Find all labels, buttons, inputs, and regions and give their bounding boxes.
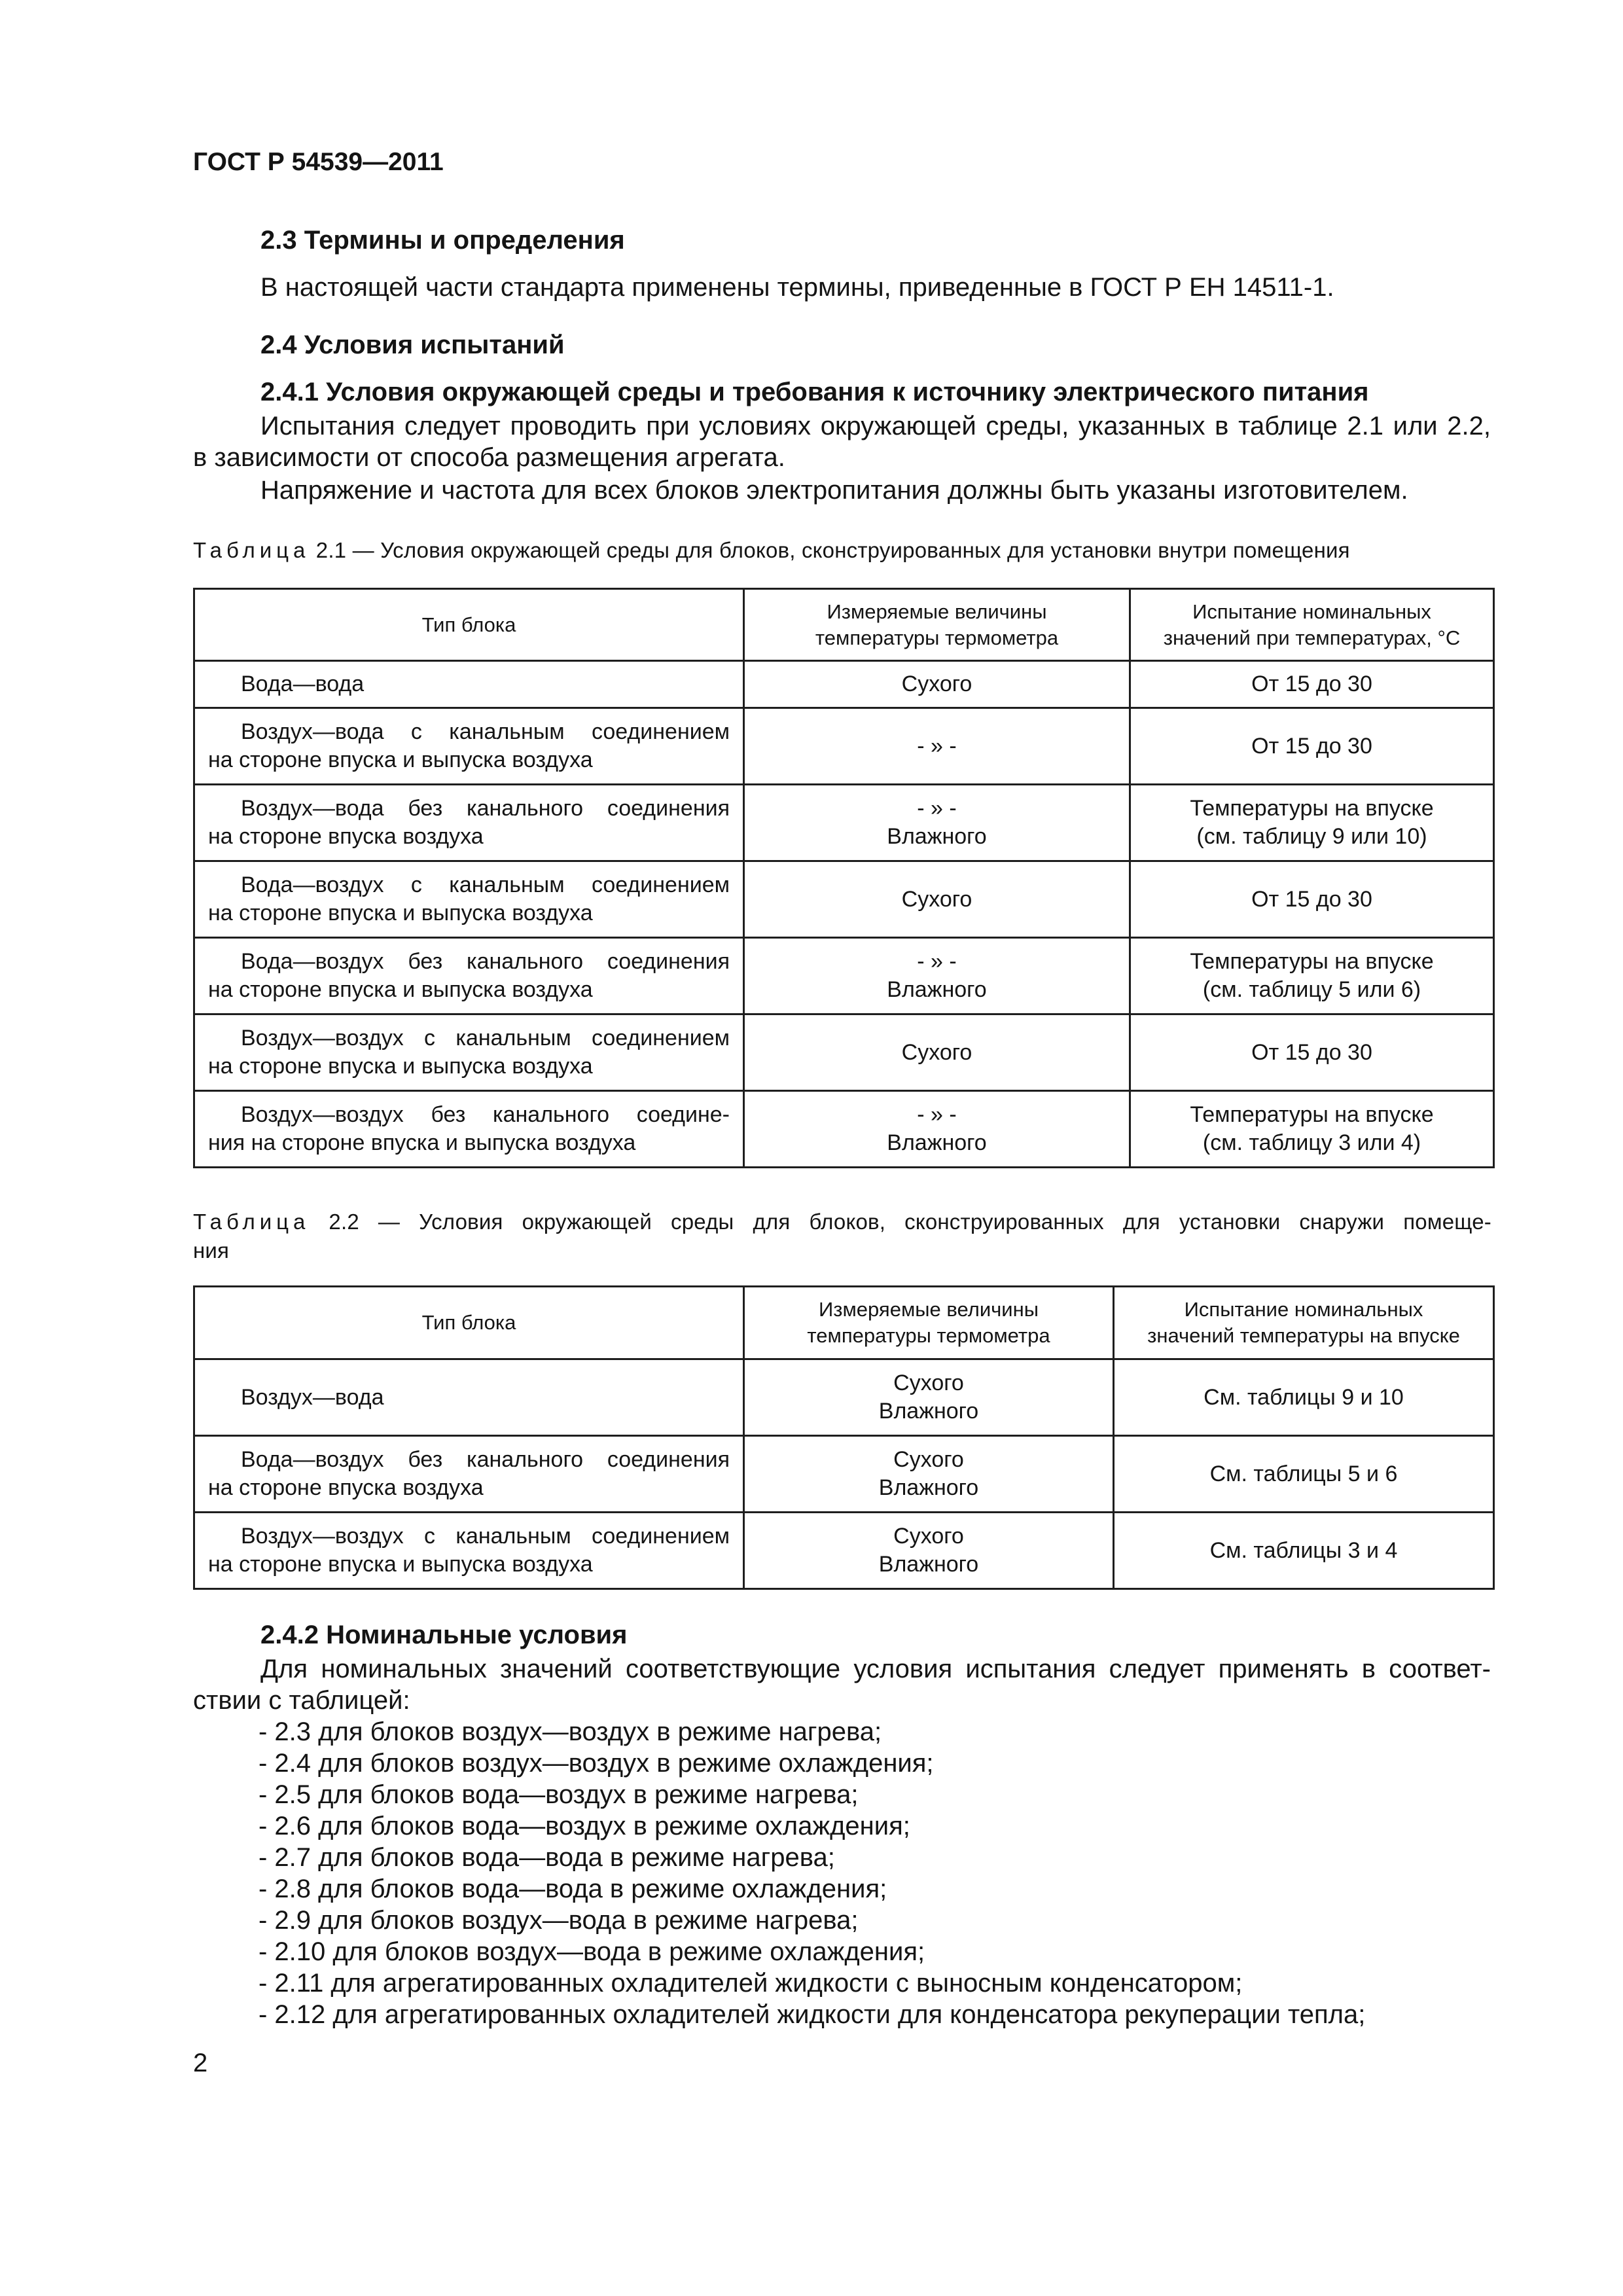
cell-thermometer: Сухого Влажного bbox=[744, 1359, 1114, 1436]
table-caption-text: 2.1 — Условия окружающей среды для блоков, сконструированных для установки внутри помещения bbox=[315, 538, 1350, 562]
cell-unit-type: Воздух—вода с канальным соединением на стороне впуска и выпуска воздуха bbox=[194, 708, 744, 785]
list-item: - 2.8 для блоков вода—вода в режиме охлаждения; bbox=[259, 1874, 887, 1903]
table-row bbox=[194, 1091, 1494, 1168]
table-row bbox=[194, 938, 1494, 1014]
list-item: - 2.10 для блоков воздух—вода в режиме охлаждения; bbox=[259, 1937, 925, 1966]
table-row bbox=[194, 861, 1494, 938]
cell-thermometer: Сухого bbox=[744, 1014, 1130, 1091]
section-2-4-1-title: 2.4.1 Условия окружающей среды и требования к источнику электрического питания bbox=[260, 378, 1369, 406]
cell-rated-test: См. таблицы 3 и 4 bbox=[1114, 1513, 1494, 1589]
table-2-1 bbox=[193, 588, 1495, 1168]
cell-unit-type: Воздух—воздух с канальным соединением на стороне впуска и выпуска воздуха bbox=[194, 1014, 744, 1091]
header-thermometer: Измеряемые величины температуры термометра bbox=[744, 589, 1130, 661]
cell-rated-test: Температуры на впуске (см. таблицу 5 или 6) bbox=[1130, 938, 1494, 1014]
section-2-4-1-para1-line2: в зависимости от способа размещения агрегата. bbox=[193, 443, 785, 472]
cell-rated-test: От 15 до 30 bbox=[1130, 661, 1494, 708]
table-header-row bbox=[194, 589, 1494, 661]
list-item: - 2.6 для блоков вода—воздух в режиме охлаждения; bbox=[259, 1812, 910, 1840]
table-2-1-caption bbox=[193, 538, 1350, 563]
cell-unit-type: Воздух—вода без канального соединения на стороне впуска воздуха bbox=[194, 785, 744, 861]
table-caption-text: 2.2 — Условия окружающей среды для блоков, сконструированных для установки снаружи помеще- bbox=[329, 1210, 1491, 1234]
table-row bbox=[194, 1436, 1494, 1513]
table-row bbox=[194, 1359, 1494, 1436]
cell-unit-type: Воздух—воздух с канальным соединением на стороне впуска и выпуска воздуха bbox=[194, 1513, 744, 1589]
cell-thermometer: - » - Влажного bbox=[744, 938, 1130, 1014]
cell-rated-test: От 15 до 30 bbox=[1130, 1014, 1494, 1091]
cell-thermometer: Сухого Влажного bbox=[744, 1436, 1114, 1513]
section-2-3-title: 2.3 Термины и определения bbox=[260, 226, 625, 255]
section-2-4-2-para-line1: Для номинальных значений соответствующие условия испытания следует применять в соответ- bbox=[260, 1655, 1491, 1683]
cell-unit-type: Вода—воздух с канальным соединением на стороне впуска и выпуска воздуха bbox=[194, 861, 744, 938]
page-number: 2 bbox=[193, 2049, 208, 2077]
document-code: ГОСТ Р 54539—2011 bbox=[193, 148, 444, 176]
table-row bbox=[194, 785, 1494, 861]
table-row bbox=[194, 708, 1494, 785]
header-rated-test: Испытание номинальных значений температуры на впуске bbox=[1114, 1287, 1494, 1359]
conditions-list bbox=[259, 1716, 1365, 2030]
table-2-2-caption-line2: ния bbox=[193, 1238, 230, 1263]
cell-rated-test: См. таблицы 9 и 10 bbox=[1114, 1359, 1494, 1436]
list-item: - 2.11 для агрегатированных охладителей жидкости с выносным конденсатором; bbox=[259, 1969, 1243, 1998]
header-rated-test: Испытание номинальных значений при температурах, °С bbox=[1130, 589, 1494, 661]
cell-thermometer: - » - bbox=[744, 708, 1130, 785]
cell-thermometer: Сухого bbox=[744, 861, 1130, 938]
section-2-3-text: В настоящей части стандарта применены термины, приведенные в ГОСТ Р ЕН 14511-1. bbox=[260, 273, 1334, 302]
list-item: - 2.5 для блоков вода—воздух в режиме нагрева; bbox=[259, 1780, 859, 1809]
list-item: - 2.4 для блоков воздух—воздух в режиме охлаждения; bbox=[259, 1749, 934, 1778]
list-item: - 2.3 для блоков воздух—воздух в режиме нагрева; bbox=[259, 1717, 882, 1746]
cell-unit-type: Воздух—воздух без канального соедине- ния на стороне впуска и выпуска воздуха bbox=[194, 1091, 744, 1168]
list-item: - 2.7 для блоков вода—вода в режиме нагрева; bbox=[259, 1843, 835, 1872]
cell-rated-test: От 15 до 30 bbox=[1130, 708, 1494, 785]
cell-rated-test: См. таблицы 5 и 6 bbox=[1114, 1436, 1494, 1513]
cell-unit-type: Вода—воздух без канального соединения на стороне впуска и выпуска воздуха bbox=[194, 938, 744, 1014]
table-row bbox=[194, 1513, 1494, 1589]
header-thermometer: Измеряемые величины температуры термометра bbox=[744, 1287, 1114, 1359]
table-2-2-caption-line1 bbox=[193, 1210, 1491, 1234]
section-2-4-1-para1-line1: Испытания следует проводить при условиях окружающей среды, указанных в таблице 2.1 или 2.2, bbox=[260, 412, 1491, 440]
table-header-row bbox=[194, 1287, 1494, 1359]
section-2-4-2-para-line2: ствии с таблицей: bbox=[193, 1686, 410, 1715]
cell-unit-type: Вода—воздух без канального соединения на стороне впуска воздуха bbox=[194, 1436, 744, 1513]
table-label: Таблица bbox=[193, 538, 310, 562]
list-item: - 2.9 для блоков воздух—вода в режиме нагрева; bbox=[259, 1906, 859, 1935]
table-row bbox=[194, 1014, 1494, 1091]
section-2-4-2-title: 2.4.2 Номинальные условия bbox=[260, 1621, 628, 1649]
cell-thermometer: Сухого Влажного bbox=[744, 1513, 1114, 1589]
table-row bbox=[194, 661, 1494, 708]
section-2-4-title: 2.4 Условия испытаний bbox=[260, 331, 565, 359]
cell-thermometer: - » - Влажного bbox=[744, 1091, 1130, 1168]
header-unit-type: Тип блока bbox=[194, 589, 744, 661]
cell-rated-test: От 15 до 30 bbox=[1130, 861, 1494, 938]
cell-unit-type: Воздух—вода bbox=[194, 1359, 744, 1436]
table-2-2 bbox=[193, 1285, 1495, 1590]
cell-thermometer: - » - Влажного bbox=[744, 785, 1130, 861]
list-item: - 2.12 для агрегатированных охладителей жидкости для конденсатора рекуперации тепла; bbox=[259, 2000, 1366, 2029]
table-label: Таблица bbox=[193, 1210, 310, 1234]
cell-unit-type: Вода—вода bbox=[194, 661, 744, 708]
section-2-4-1-para2: Напряжение и частота для всех блоков электропитания должны быть указаны изготовителем. bbox=[260, 476, 1408, 505]
cell-rated-test: Температуры на впуске (см. таблицу 9 или 10) bbox=[1130, 785, 1494, 861]
header-unit-type: Тип блока bbox=[194, 1287, 744, 1359]
cell-thermometer: Сухого bbox=[744, 661, 1130, 708]
cell-rated-test: Температуры на впуске (см. таблицу 3 или 4) bbox=[1130, 1091, 1494, 1168]
